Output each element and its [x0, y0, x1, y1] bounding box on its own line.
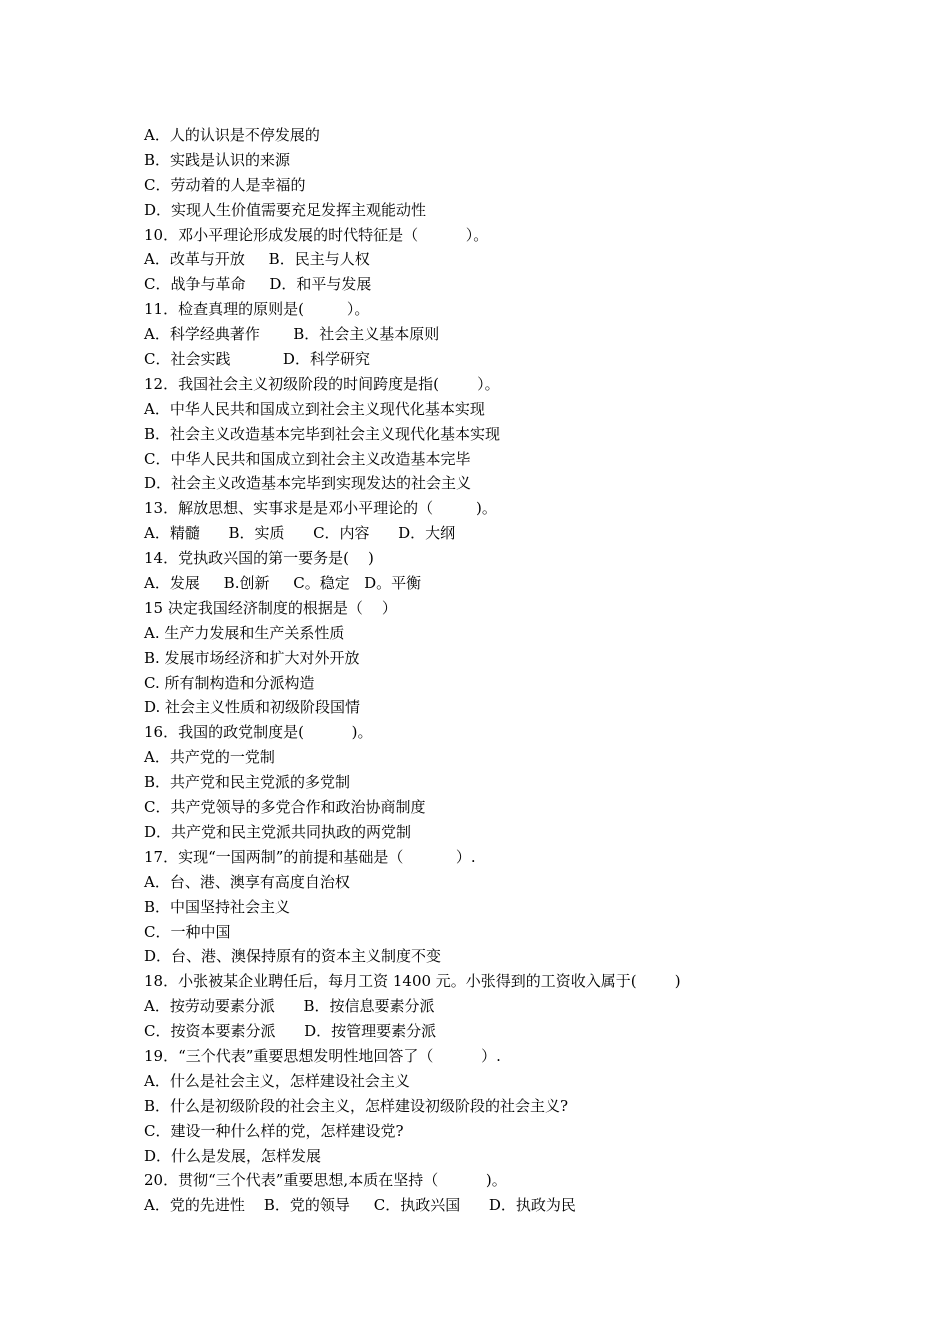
question-11-options-ab: A．科学经典著作 B．社会主义基本原则 — [144, 325, 440, 344]
question-16: 16．我国的政党制度是( )。 — [144, 723, 373, 742]
question-15-option-c: C. 所有制构造和分派构造 — [144, 673, 315, 692]
question-16-option-a: A．共产党的一党制 — [144, 748, 275, 767]
question-20: 20．贯彻“三个代表”重要思想,本质在坚持（ )。 — [144, 1171, 507, 1190]
question-14: 14．党执政兴国的第一要务是( ) — [144, 549, 374, 568]
question-17-option-a: A．台、港、澳享有高度自治权 — [144, 872, 350, 891]
option-b-line: B．实践是认识的来源 — [144, 150, 291, 169]
question-11-options-cd: C．社会实践 D．科学研究 — [144, 350, 370, 369]
question-10-options-cd: C．战争与革命 D．和平与发展 — [144, 275, 372, 294]
question-19-option-d: D．什么是发展，怎样发展 — [144, 1146, 322, 1165]
question-13-options: A．精髓 B．实质 C．内容 D．大纲 — [144, 524, 456, 543]
option-d-line: D．实现人生价值需要充足发挥主观能动性 — [144, 200, 427, 219]
question-18-options-ab: A．按劳动要素分派 B．按信息要素分派 — [144, 997, 435, 1016]
question-17-option-c: C．一种中国 — [144, 922, 231, 941]
question-19-option-a: A．什么是社会主义，怎样建设社会主义 — [144, 1071, 410, 1090]
question-15-option-d: D. 社会主义性质和初级阶段国情 — [144, 698, 361, 717]
question-10-options-ab: A．改革与开放 B．民主与人权 — [144, 250, 370, 269]
question-20-options: A．党的先进性 B．党的领导 C．执政兴国 D．执政为民 — [144, 1196, 576, 1215]
question-10: 10．邓小平理论形成发展的时代特征是（ ）。 — [144, 225, 489, 244]
question-text-block — [144, 123, 844, 1218]
question-17: 17．实现“一国两制”的前提和基础是（ ）. — [144, 847, 476, 866]
question-18-options-cd: C．按资本要素分派 D．按管理要素分派 — [144, 1022, 437, 1041]
question-19-option-c: C．建设一种什么样的党，怎样建设党? — [144, 1121, 404, 1140]
option-a-line: A．人的认识是不停发展的 — [144, 126, 320, 144]
option-c-line: C．劳动着的人是幸福的 — [144, 175, 306, 194]
question-12-option-b: B．社会主义改造基本完毕到社会主义现代化基本实现 — [144, 424, 501, 443]
question-19-option-b: B．什么是初级阶段的社会主义，怎样建设初级阶段的社会主义? — [144, 1096, 569, 1115]
question-19: 19．“三个代表”重要思想发明性地回答了（ ）. — [144, 1046, 501, 1065]
question-12-option-a: A．中华人民共和国成立到社会主义现代化基本实现 — [144, 399, 485, 418]
question-12-option-c: C．中华人民共和国成立到社会主义改造基本完毕 — [144, 449, 471, 468]
question-17-option-d: D．台、港、澳保持原有的资本主义制度不变 — [144, 947, 442, 966]
question-12: 12．我国社会主义初级阶段的时间跨度是指( ）。 — [144, 374, 500, 393]
question-18: 18．小张被某企业聘任后，每月工资 1400 元。小张得到的工资收入属于( ) — [144, 972, 681, 991]
question-17-option-b: B．中国坚持社会主义 — [144, 897, 291, 916]
question-12-option-d: D．社会主义改造基本完毕到实现发达的社会主义 — [144, 474, 472, 493]
question-15-option-b: B. 发展市场经济和扩大对外开放 — [144, 648, 360, 667]
question-15-option-a: A. 生产力发展和生产关系性质 — [144, 623, 345, 642]
question-13: 13．解放思想、实事求是是邓小平理论的（ )。 — [144, 499, 497, 518]
question-16-option-b: B．共产党和民主党派的多党制 — [144, 773, 351, 792]
question-15: 15 决定我国经济制度的根据是（ ） — [144, 598, 397, 617]
question-16-option-d: D．共产党和民主党派共同执政的两党制 — [144, 822, 412, 841]
question-11: 11．检查真理的原则是( ）。 — [144, 300, 370, 319]
question-16-option-c: C．共产党领导的多党合作和政治协商制度 — [144, 798, 426, 817]
question-14-options: A．发展 B.创新 C。稳定 D。平衡 — [144, 574, 422, 593]
